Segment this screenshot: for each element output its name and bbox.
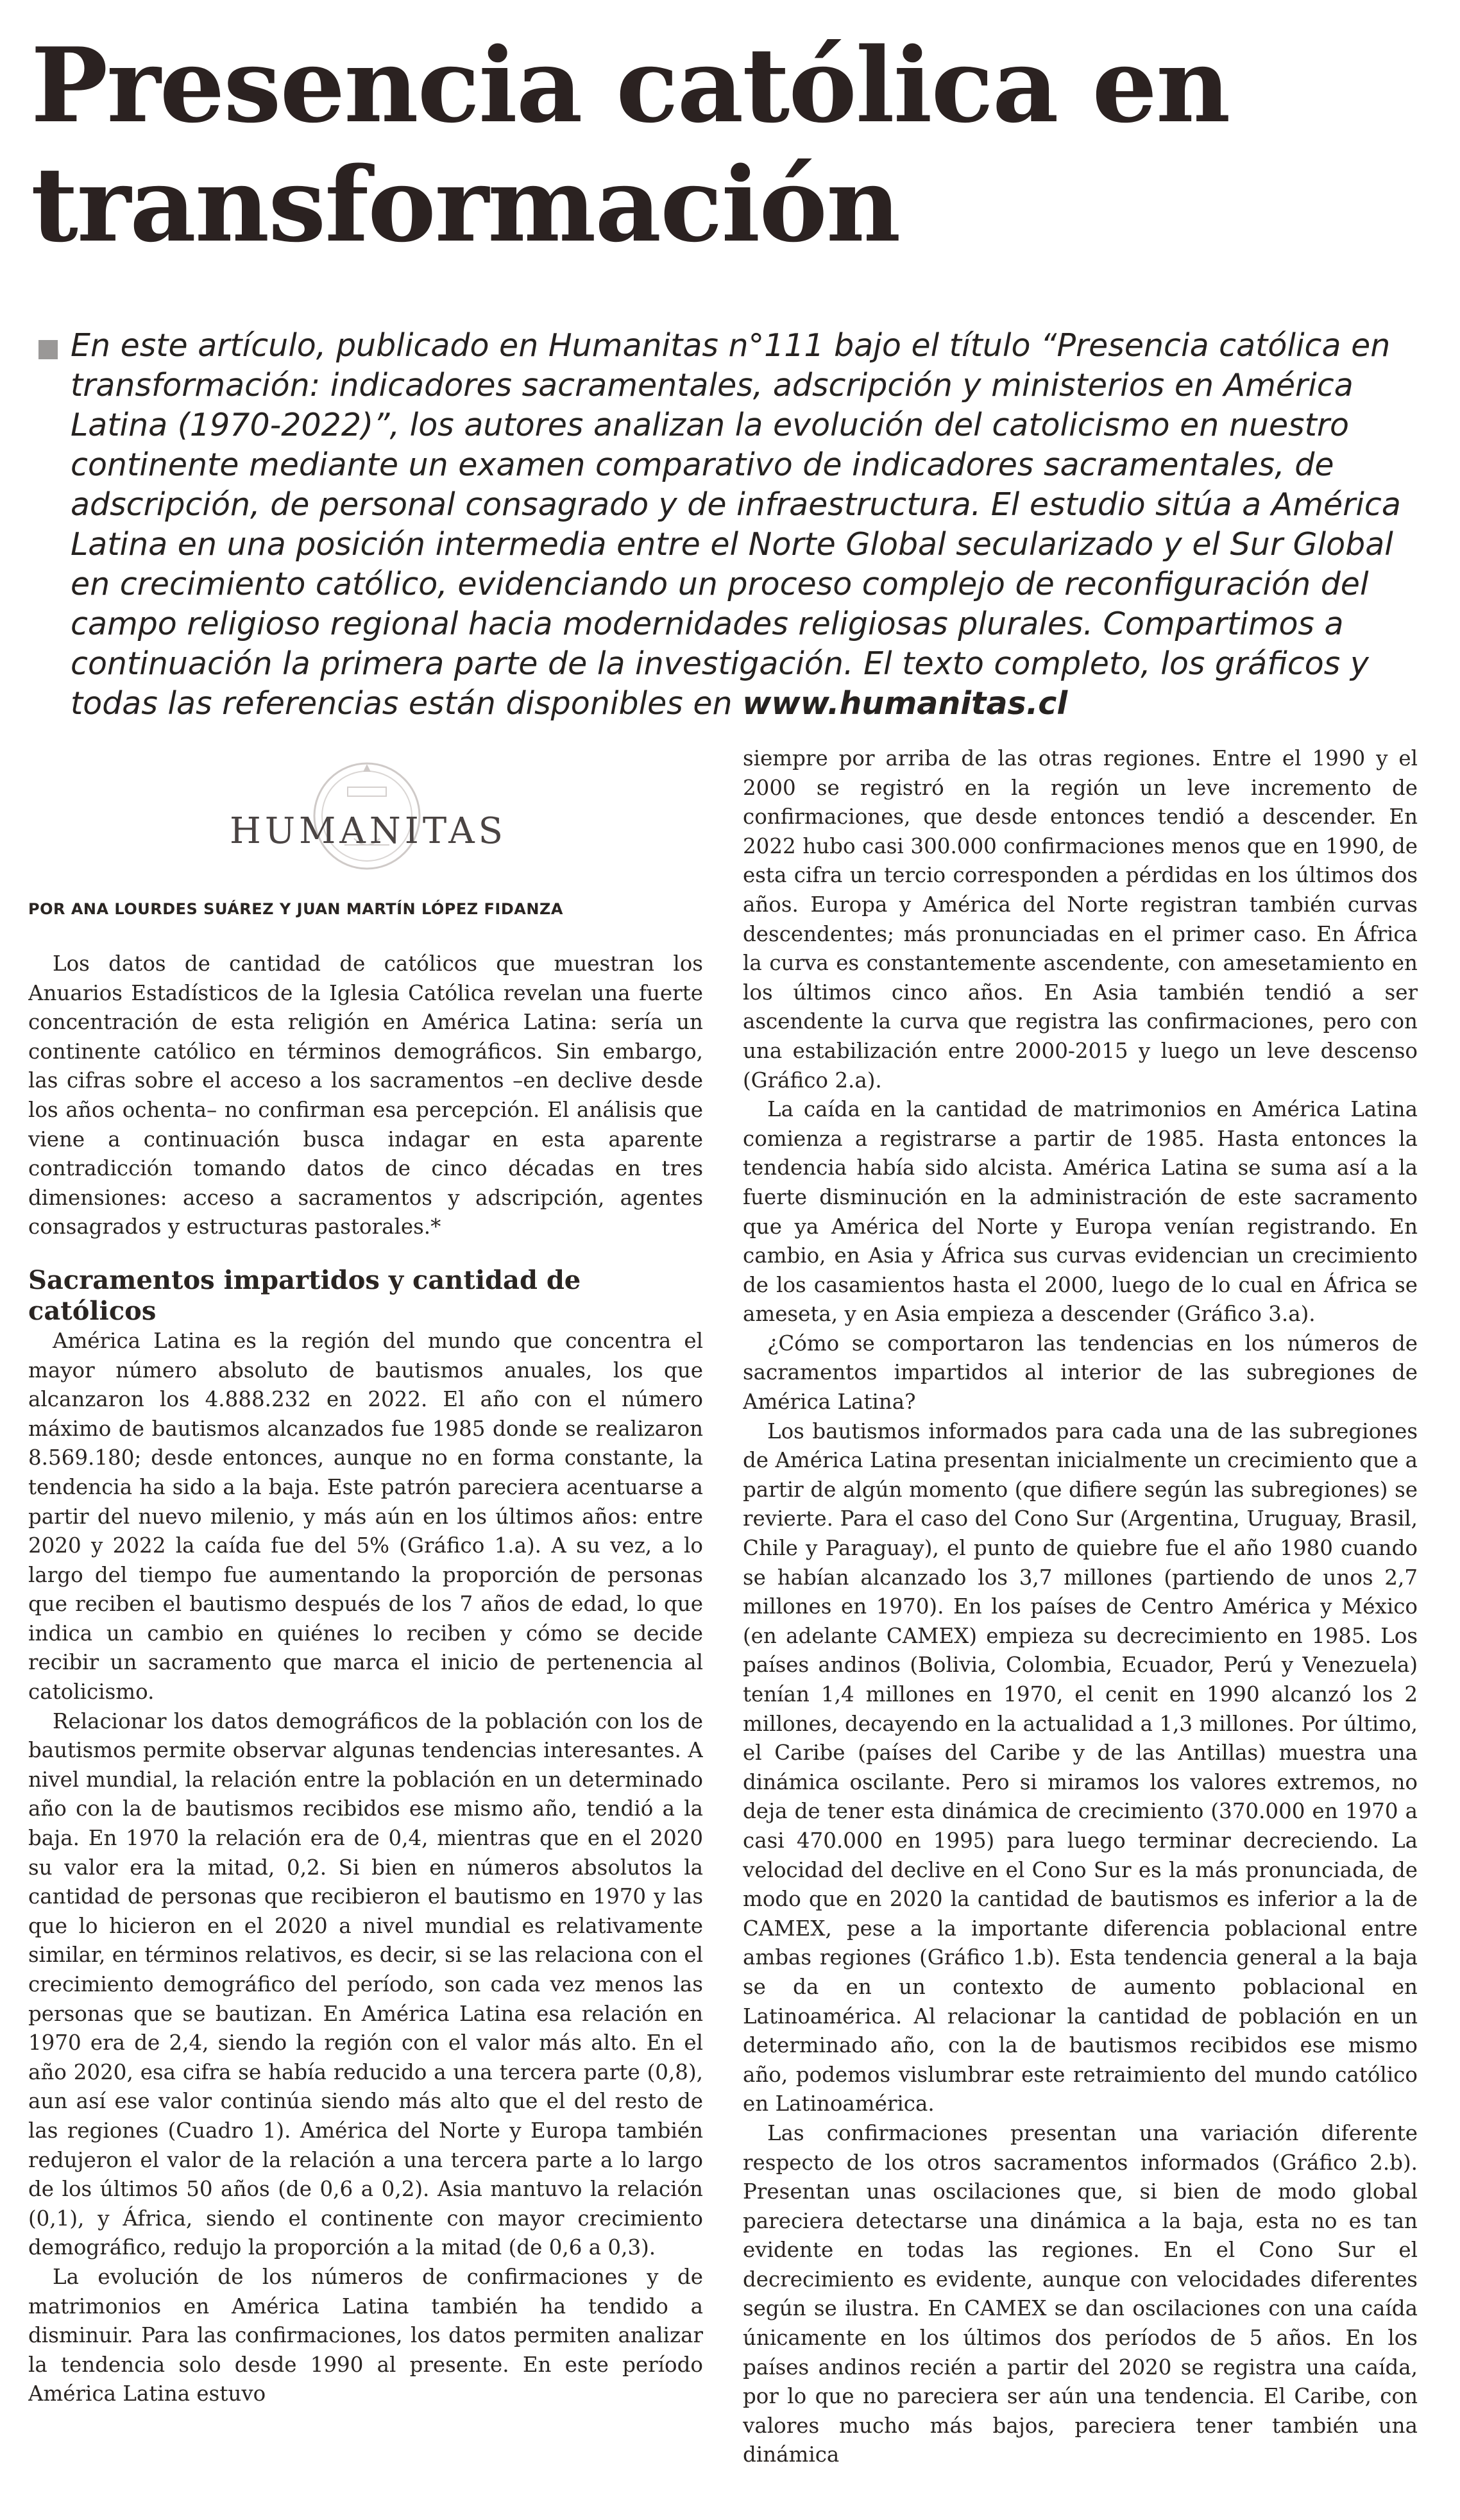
body-paragraph: América Latina es la región del mundo que concentra el mayor número absoluto de bautismos anuales, los que alcanzaron los 4.888.232 en 2022. El año con el número máximo de bautismos alcanzados fue 1985 donde se realizaron 8.569.180; desde entonces, aunque no en forma constante, la tendencia ha sido a la baja. Este patrón pareciera acentuarse a partir del nuevo milenio, y más aún en los últimos años: entre 2020 y 2022 la caída fue del 5% (Gráfico 1.a). A su vez, a lo largo del tiempo fue aumentando la proporción de personas que reciben el bautismo después de los 7 años de edad, lo que indica un cambio en quiénes lo reciben y cómo se decide recibir un sacramento que marca el inicio de pertenencia al catolicismo. (28, 1328, 703, 1705)
section-subheading: Sacramentos impartidos y cantidad de católicos (28, 1264, 581, 1326)
right-column (743, 744, 1418, 2496)
body-paragraph: Las confirmaciones presentan una variación diferente respecto de los otros sacramentos informados (Gráfico 2.b). Presentan unas oscilaciones que, si bien de modo global pareciera detectarse una dinámica a la baja, esta no es tan evidente en todas las regiones. En el Cono Sur el decrecimiento es evidente, aunque con velocidades diferentes según se ilustra. En CAMEX se dan oscilaciones con una caída únicamente en los últimos dos períodos de 5 años. En los países andinos recién a partir del 2020 se registra una caída, por lo que no pareciera ser aún una tendencia. El Caribe, con valores mucho más bajos, pareciera tener también una dinámica (743, 2120, 1418, 2467)
body-paragraph: La evolución de los números de confirmaciones y de matrimonios en América Latina también ha tendido a disminuir. Para las confirmaciones, los datos permiten analizar la tendencia solo desde 1990 al presente. En este período América Latina estuvo (28, 2264, 703, 2406)
body-paragraph-continued: siempre por arriba de las otras regiones. Entre el 1990 y el 2000 se registró en la región un leve incremento de confirmaciones, que desde entonces tendió a descender. En 2022 hubo casi 300.000 confirmaciones menos que en 1990, de esta cifra un tercio corresponden a pérdidas en los últimos dos años. Europa y América del Norte registran también curvas descendentes; más pronunciadas en el primer caso. En África la curva es constantemente ascendente, con amesetamiento en los últimos cinco años. En Asia también tendió a ser ascendente la curva que registra las confirmaciones, pero con una estabilización entre 2000-2015 y luego un leve descenso (Gráfico 2.a). (743, 746, 1418, 1093)
bullet-square-icon (38, 340, 58, 359)
body-paragraph: Los bautismos informados para cada una de las subregiones de América Latina presentan inicialmente un crecimiento que a partir de algún momento (que difiere según las subregiones) se revierte. Para el caso del Cono Sur (Argentina, Uruguay, Brasil, Chile y Paraguay), el punto de quiebre fue el año 1980 cuando se habían alcanzado los 3,7 millones (partiendo de unos 2,7 millones en 1970). En los países de Centro América y México (en adelante CAMEX) empieza su decrecimiento en 1985. Los países andinos (Bolivia, Colombia, Ecuador, Perú y Venezuela) tenían 1,4 millones en 1970, el cenit en 1990 alcanzó los 2 millones, decayendo en la actualidad a 1,3 millones. Por último, el Caribe (países del Caribe y de las Antillas) muestra una dinámica oscilante. Pero si miramos los valores extremos, no deja de tener esta dinámica de crecimiento (370.000 en 1970 a casi 470.000 en 1995) para luego terminar decreciendo. La velocidad del declive en el Cono Sur es la más pronunciada, de modo que en 2020 la cantidad de bautismos es inferior a la de CAMEX, pese a la importante diferencia poblacional entre ambas regiones (Gráfico 1.b). Esta tendencia general a la baja se da en un contexto de aumento poblacional en Latinoamérica. Al relacionar la cantidad de población en un determinado año, con la de bautismos recibidos ese mismo año, podemos vislumbrar este retraimiento del mundo católico en Latinoamérica. (743, 1418, 1418, 2116)
humanitas-logo (28, 747, 703, 885)
humanitas-url: www.humanitas.cl (742, 685, 1068, 722)
intro-paragraph: Los datos de cantidad de católicos que muestran los Anuarios Estadísticos de la Iglesia Católica revelan una fuerte concentración de esta religión en América Latina: sería un continente católico en términos demográficos. Sin embargo, las cifras sobre el acceso a los sacramentos –en declive desde los años ochenta– no confirman esa percepción. El análisis que viene a continuación busca indagar en esta aparente contradicción tomando datos de cinco décadas en tres dimensiones: acceso a sacramentos y adscripción, agentes consagrados y estructuras pastorales.* (28, 951, 703, 1239)
body-paragraph: Relacionar los datos demográficos de la población con los de bautismos permite observar algunas tendencias interesantes. A nivel mundial, la relación entre la población en un determinado año con la de bautismos recibidos ese mismo año, tendió a la baja. En 1970 la relación era de 0,4, mientras que en el 2020 su valor era la mitad, 0,2. Si bien en números absolutos la cantidad de personas que recibieron el bautismo en 1970 y las que lo hicieron en el 2020 a nivel mundial es relativamente similar, en términos relativos, es decir, si se las relaciona con el crecimiento demográfico del período, son cada vez menos las personas que se bautizan. En América Latina esa relación en 1970 era de 2,4, siendo la región con el valor más alto. En el año 2020, esa cifra se había reducido a una tercera parte (0,8), aun así ese valor continúa siendo más alto que el del resto de las regiones (Cuadro 1). América del Norte y Europa también redujeron el valor de la relación a una tercera parte a lo largo de los últimos 50 años (de 0,6 a 0,2). Asia mantuvo la relación (0,1), y África, siendo el continente con mayor crecimiento demográfico, redujo la proporción a la mitad (de 0,6 a 0,3). (28, 1708, 703, 2260)
body-paragraph: La caída en la cantidad de matrimonios en América Latina comienza a registrarse a partir de 1985. Hasta entonces la tendencia había sido alcista. América Latina se suma así a la fuerte disminución en la administración de este sacramento que ya América del Norte y Europa venían registrando. En cambio, en Asia y África sus curvas evidencian un crecimiento de los casamientos hasta el 2000, luego de lo cual en África se ameseta, y en Asia empieza a descender (Gráfico 3.a). (743, 1097, 1418, 1327)
lead-block (38, 326, 1430, 724)
body-paragraph: ¿Cómo se comportaron las tendencias en los números de sacramentos impartidos al interior de las subregiones de América Latina? (743, 1331, 1418, 1415)
humanitas-wordmark: HUMANITAS (229, 810, 507, 852)
lead-paragraph (71, 326, 1430, 724)
byline: POR ANA LOURDES SUÁREZ Y JUAN MARTÍN LÓPEZ FIDANZA (28, 900, 563, 918)
left-column (28, 747, 703, 2499)
headline: Presencia católica en transformación (31, 25, 1230, 265)
lead-text: En este artículo, publicado en Humanitas n°111 bajo el título “Presencia católica en transformación: indicadores sacramentales, adscripción y ministerios en América Latina (1970-2022)”, los autores analizan la evolución del catolicismo en nuestro continente mediante un examen comparativo de indicadores sacramentales, de adscripción, de personal consagrado y de infraestructura. El estudio sitúa a América Latina en una posición intermedia entre el Norte Global secularizado y el Sur Global en crecimiento católico, evidenciando un proceso complejo de reconfiguración del campo religioso regional hacia modernidades religiosas plurales. Compartimos a continuación la primera parte de la investigación. El texto completo, los gráficos y todas las referencias están disponibles en (71, 327, 1401, 722)
